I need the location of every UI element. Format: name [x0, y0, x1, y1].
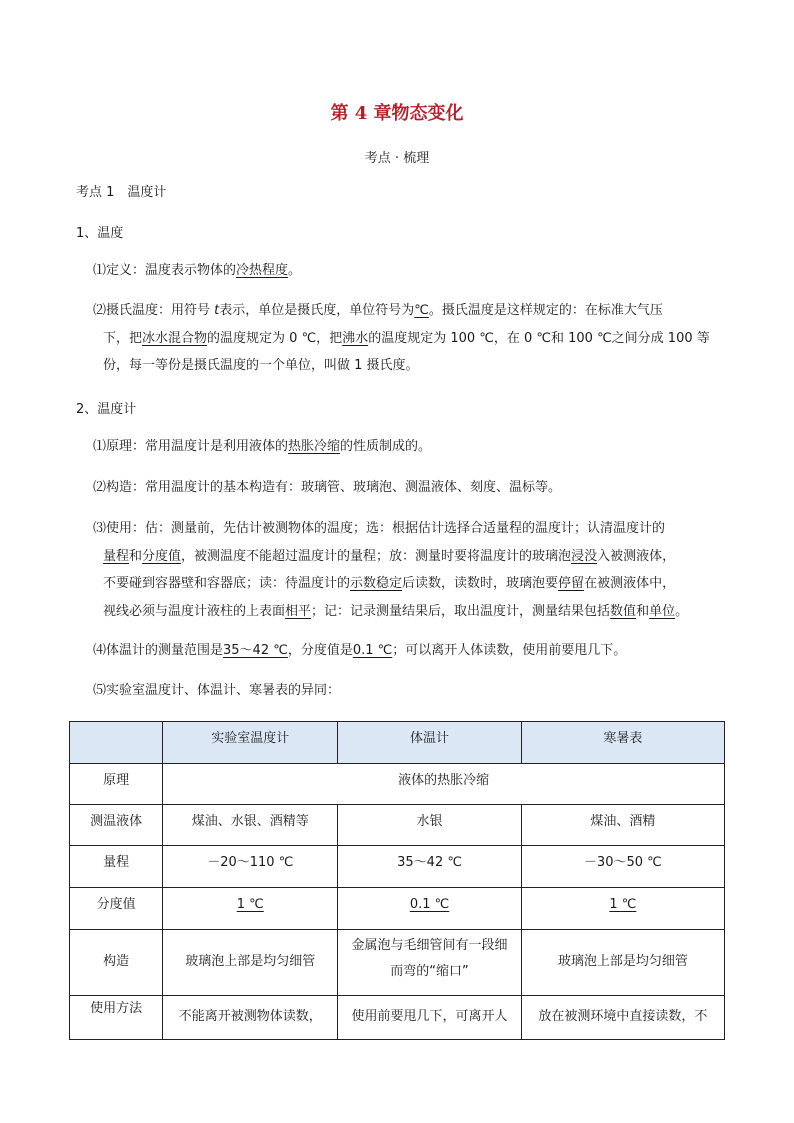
part2-item5: ⑸实验室温度计、体温计、寒暑表的异同：: [93, 683, 341, 698]
part1-item2: [93, 297, 710, 380]
answer-blank: 浸没: [571, 548, 598, 564]
header-cell: [70, 722, 163, 764]
answer-blank: 35～42 ℃: [223, 643, 288, 658]
text: ，被测温度不能超过温度计的量程；放：测量时要将温度计的玻璃泡: [181, 548, 572, 564]
text: 的温度规定为 0 ℃，把: [207, 330, 343, 346]
text: 的温度规定为 100 ℃，在 0 ℃和 100 ℃之间分成 100 等: [368, 330, 710, 346]
answer-blank: 量程: [103, 548, 130, 564]
table-cell: [338, 930, 521, 996]
answer-blank: 1 ℃: [236, 897, 264, 912]
text: 和: [129, 548, 143, 564]
table-cell: [163, 888, 338, 930]
answer-blank: 冰水混合物: [142, 330, 208, 346]
table-cell: 使用前要甩几下，可离开人: [338, 996, 521, 1040]
answer-blank: 示数稳定: [350, 576, 403, 591]
table-cell: 35～42 ℃: [338, 846, 521, 888]
table-cell: 煤油、酒精: [521, 805, 724, 846]
text: 下，把: [103, 330, 143, 346]
table-cell: －20～110 ℃: [163, 846, 338, 888]
answer-blank: 热胀冷缩: [288, 439, 341, 454]
text: 在被测液体中，: [584, 576, 676, 591]
text: 份，每一等份是摄氏温度的一个单位，叫做 1 摄氏度。: [103, 358, 419, 373]
text: 而弯的“缩口”: [390, 964, 469, 979]
answer-blank: 0.1 ℃: [409, 897, 450, 912]
answer-blank: 单位: [649, 603, 676, 619]
page-subtitle: 考点 · 梳理: [364, 151, 430, 166]
page-title: 第 4 章物态变化: [330, 103, 464, 124]
table-row: [70, 930, 725, 996]
answer-blank: 数值: [610, 603, 637, 619]
text: 金属泡与毛细管间有一段细: [351, 938, 508, 953]
header-cell: 寒暑表: [521, 722, 724, 764]
answer-blank: 沸水: [342, 330, 369, 346]
row-label: 构造: [70, 930, 163, 996]
row-label: 量程: [70, 846, 163, 888]
row-label: 使用方法: [70, 996, 163, 1040]
answer-blank: 1 ℃: [609, 897, 637, 912]
table-row: [70, 888, 725, 930]
table-cell: 水银: [338, 805, 521, 846]
text: ⑶使用：估：测量前，先估计被测物体的温度；选：根据估计选择合适量程的温度计；认清温度计的: [93, 521, 666, 536]
answer-blank: 停留: [558, 576, 585, 591]
answer-blank: ℃: [414, 303, 429, 318]
table-cell: －30～50 ℃: [521, 846, 724, 888]
text: ⑵摄氏温度：用符号: [93, 303, 215, 318]
table-cell: 玻璃泡上部是均匀细管: [521, 930, 724, 996]
table-cell: 煤油、水银、酒精等: [163, 805, 338, 846]
table-header-row: [70, 722, 725, 764]
section-heading: 考点 1 温度计: [76, 185, 167, 200]
part2-item4: [93, 637, 626, 665]
part1-item1: [93, 257, 301, 285]
text: ⑴原理：常用温度计是利用液体的: [93, 439, 289, 454]
table-cell: [338, 888, 521, 930]
row-label: 分度值: [70, 888, 163, 930]
answer-blank: 0.1 ℃: [352, 643, 393, 658]
text: 视线必须与温度计液柱的上表面: [103, 603, 286, 619]
table-cell: 玻璃泡上部是均匀细管: [163, 930, 338, 996]
part2-heading: 2、温度计: [76, 402, 137, 417]
table-cell: 放在被测环境中直接读数，不: [521, 996, 724, 1040]
table-row: [70, 996, 725, 1040]
table-row: [70, 805, 725, 846]
text: ⑴定义：温度表示物体的: [93, 263, 237, 278]
answer-blank: 冷热程度: [236, 263, 289, 278]
part2-item1: [93, 433, 431, 461]
text: 。: [675, 603, 689, 619]
text: 后读数，读数时，玻璃泡要: [402, 576, 559, 591]
text: ；可以离开人体读数，使用前要甩几下。: [392, 643, 627, 658]
table-cell: [521, 888, 724, 930]
text: 的性质制成的。: [340, 439, 432, 454]
symbol: t: [214, 303, 220, 318]
text: 入被测液体，: [597, 548, 676, 564]
text: ⑷体温计的测量范围是: [93, 643, 224, 658]
part2-item2: ⑵构造：常用温度计的基本构造有：玻璃管、玻璃泡、测温液体、刻度、温标等。: [93, 480, 562, 495]
row-label: 测温液体: [70, 805, 163, 846]
text: ；记：记录测量结果后，取出温度计，测量结果包括: [311, 603, 611, 619]
text: 表示，单位是摄氏度，单位符号为: [219, 303, 415, 318]
text: ，分度值是: [287, 643, 353, 658]
comparison-table: [69, 721, 725, 1040]
text: 和: [636, 603, 650, 619]
text: 。: [288, 263, 302, 278]
table-row: [70, 764, 725, 805]
table-cell: 不能离开被测物体读数，: [163, 996, 338, 1040]
part1-heading: 1、温度: [76, 226, 124, 241]
answer-blank: 分度值: [142, 548, 182, 564]
text: 。摄氏温度是这样规定的：在标准大气压: [428, 303, 663, 318]
text: 不要碰到容器壁和容器底；读：待温度计的: [103, 576, 351, 591]
table-cell: 液体的热胀冷缩: [163, 764, 725, 805]
table-row: [70, 846, 725, 888]
part2-item3: [93, 515, 688, 625]
row-label: 原理: [70, 764, 163, 805]
header-cell: 实验室温度计: [163, 722, 338, 764]
answer-blank: 相平: [285, 603, 312, 619]
header-cell: 体温计: [338, 722, 521, 764]
